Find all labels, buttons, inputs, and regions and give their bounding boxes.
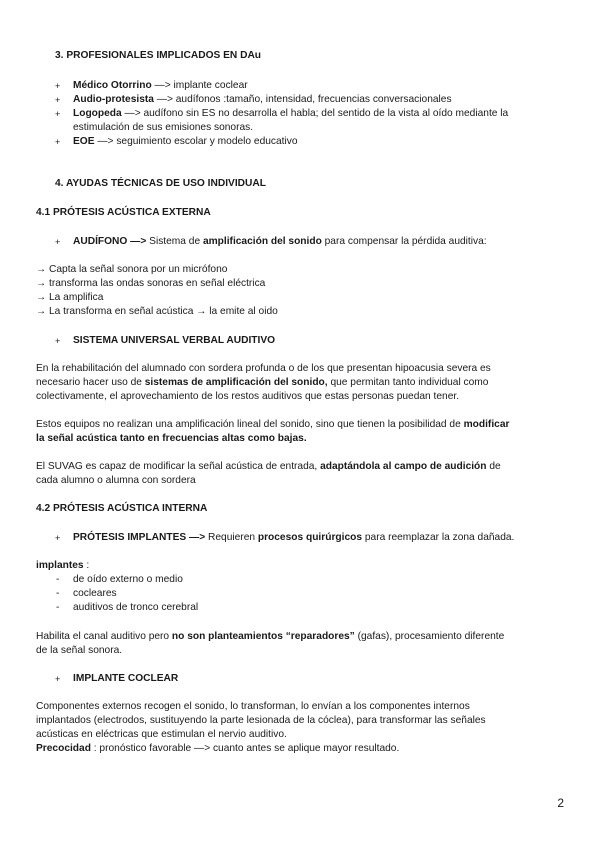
list-item-eoe: EOE —> seguimiento escolar y modelo educativo (73, 136, 298, 147)
bullet-icon: + (55, 533, 61, 543)
bullet-icon: + (55, 109, 61, 119)
bullet-icon: + (55, 137, 61, 147)
section-4-1-heading: 4.1 PRÓTESIS ACÚSTICA EXTERNA (36, 207, 211, 218)
step-line: → transforma las ondas sonoras en señal eléctrica (36, 278, 266, 289)
paragraph-line: Precocidad : pronóstico favorable —> cuanto antes se aplique mayor resultado. (36, 743, 400, 754)
list-item-logopeda-cont: estimulación de sus emisiones sonoras. (73, 122, 254, 133)
section-4-2-heading: 4.2 PRÓTESIS ACÚSTICA INTERNA (36, 503, 208, 514)
paragraph-line: acústicas en eléctricas que estimulan el nervio auditivo. (36, 729, 287, 740)
step-line: → La amplifica (36, 292, 104, 303)
paragraph-line: En la rehabilitación del alumnado con sordera profunda o de los que presentan hipoacusia severa es (36, 363, 491, 374)
paragraph-line: necesario hacer uso de sistemas de amplificación del sonido, que permitan tanto individual como (36, 377, 489, 388)
list-item-otorrino: Médico Otorrino —> implante coclear (73, 80, 248, 91)
paragraph-line: colectivamente, el aprovechamiento de los restos auditivos que estas personas puedan tener. (36, 391, 460, 402)
bullet-icon: + (55, 674, 61, 684)
step-line: → Capta la señal sonora por un micrófono (36, 264, 228, 275)
bullet-icon: + (55, 81, 61, 91)
paragraph-line: Componentes externos recogen el sonido, lo transforman, lo envían a los componentes internos (36, 701, 470, 712)
audifono-item: AUDÍFONO —> Sistema de amplificación del sonido para compensar la pérdida auditiva: (73, 236, 487, 247)
implante-coclear-heading: IMPLANTE COCLEAR (73, 673, 179, 684)
implant-type: cocleares (73, 588, 117, 599)
implant-type: auditivos de tronco cerebral (73, 602, 199, 613)
paragraph-line: Habilita el canal auditivo pero no son planteamientos “reparadores” (gafas), procesamiento diferente (36, 631, 505, 642)
bullet-icon: + (55, 237, 61, 247)
paragraph-line: implantados (electrodos, sustituyendo la parte lesionada de la cóclea), para transformar las señales (36, 715, 486, 726)
bullet-icon: + (55, 336, 61, 346)
paragraph-line: la señal acústica tanto en frecuencias altas como bajas. (36, 433, 307, 444)
implantes-label: implantes : (36, 560, 90, 571)
section-4-heading: 4. AYUDAS TÉCNICAS DE USO INDIVIDUAL (55, 178, 266, 189)
paragraph-line: de la señal sonora. (36, 645, 123, 656)
list-item-logopeda: Logopeda —> audífono sin ES no desarrolla el habla; del sentido de la vista al oído mediante la (73, 108, 509, 119)
paragraph-line: El SUVAG es capaz de modificar la señal acústica de entrada, adaptándola al campo de audición de (36, 461, 501, 472)
dash-icon: - (56, 588, 60, 599)
suvag-heading: SISTEMA UNIVERSAL VERBAL AUDITIVO (73, 335, 276, 346)
paragraph-line: cada alumno o alumna con sordera (36, 475, 196, 486)
implant-type: de oído externo o medio (73, 574, 183, 585)
step-line: → La transforma en señal acústica → la emite al oido (36, 306, 278, 317)
bullet-icon: + (55, 95, 61, 105)
page-number: 2 (557, 796, 564, 810)
section-3-heading: 3. PROFESIONALES IMPLICADOS EN DAu (55, 50, 262, 61)
protesis-implantes-item: PRÓTESIS IMPLANTES —> Requieren procesos quirúrgicos para reemplazar la zona dañada. (73, 532, 515, 543)
dash-icon: - (56, 574, 60, 585)
list-item-audioprotesista: Audio-protesista —> audífonos :tamaño, intensidad, frecuencias conversacionales (73, 94, 452, 105)
dash-icon: - (56, 602, 60, 613)
paragraph-line: Estos equipos no realizan una amplificación lineal del sonido, sino que tienen la posibilidad de modificar (36, 419, 510, 430)
